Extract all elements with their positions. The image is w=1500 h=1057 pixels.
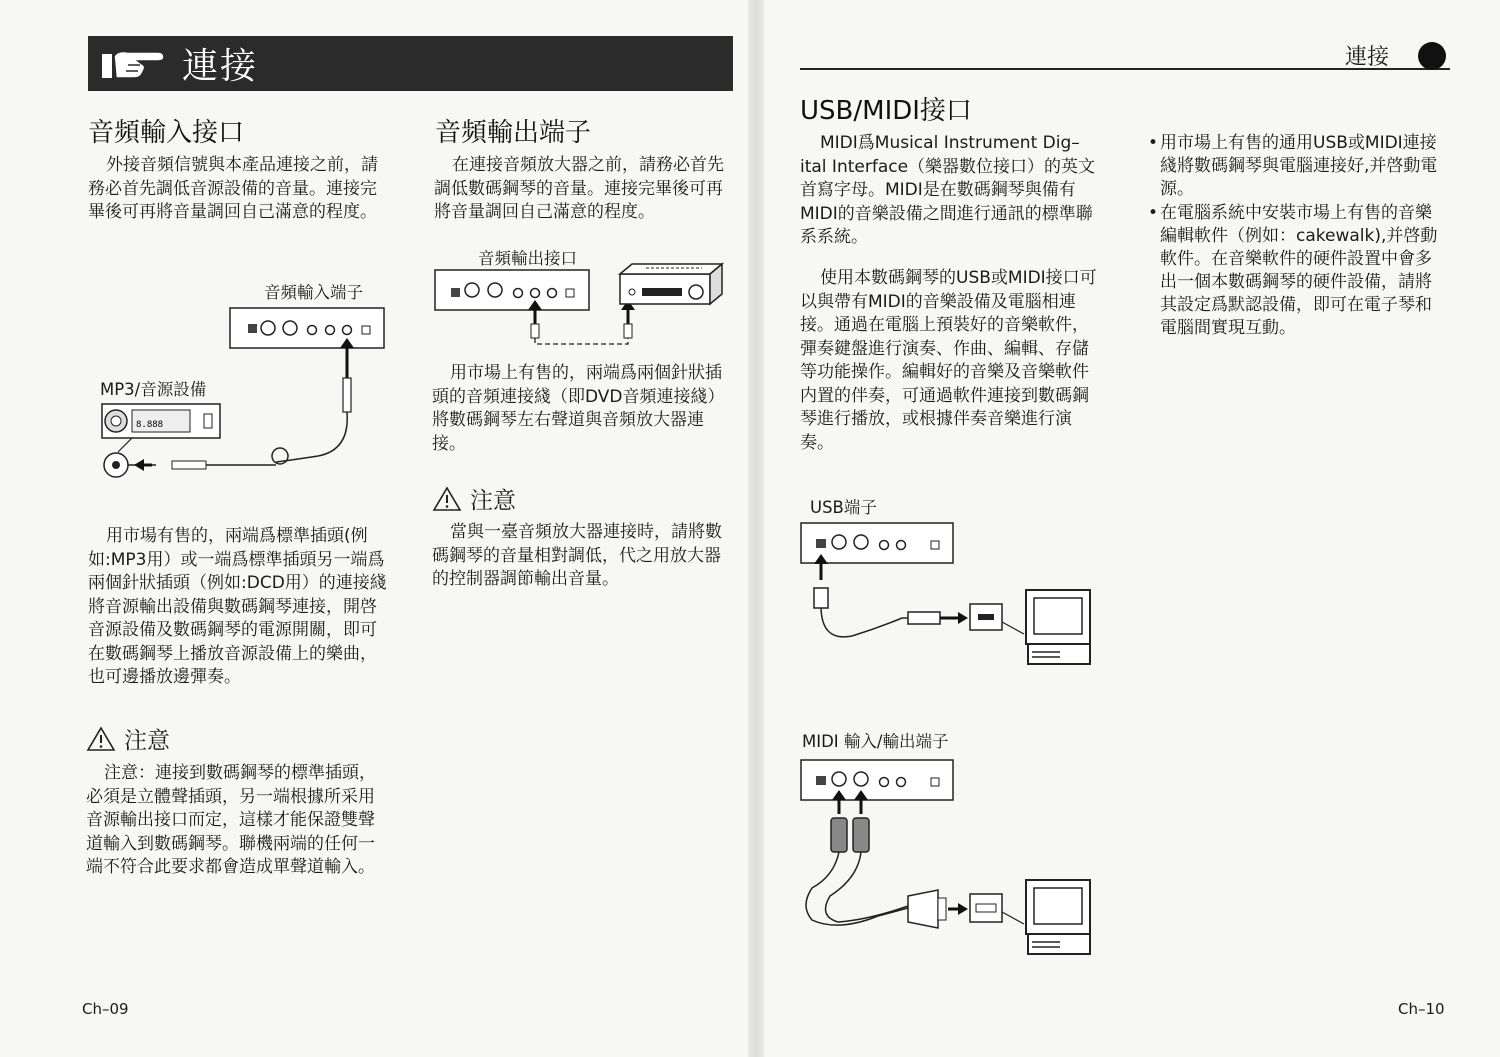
din-port-icon — [465, 283, 479, 297]
midi-connection-diagram — [798, 756, 1098, 961]
usb-port-icon — [816, 776, 826, 785]
midi-plug-icon — [853, 818, 869, 852]
usb-connection-diagram — [798, 518, 1098, 668]
computer-base-icon — [1028, 644, 1090, 664]
plug-icon — [343, 378, 351, 412]
midi-out-port-icon — [854, 772, 868, 786]
usb-midi-body: 使用本數碼鋼琴的USB或MIDI接口可以與帶有MIDI的音樂設備及電腦相連接。通過在電腦上預裝好的音樂軟件，彈奏鍵盤進行演奏、作曲、編輯、存儲等功能操作。編輯好的音樂及音樂軟件内置的伴奏，可通過軟件連接到數碼鋼琴進行播放，或根據伴奏音樂進行演奏。 — [800, 268, 1097, 453]
usb-midi-intro: MIDI爲Musical Instrument Dig–ital Interface（樂器數位接口）的英文首寫字母。MIDI是在數碼鋼琴與備有MIDI的音樂設備之間進行通訊的標準聯系系統。 — [800, 133, 1096, 247]
warning-icon — [432, 486, 462, 512]
jack-icon — [308, 326, 317, 335]
audio-input-heading: 音頻輸入接口 — [88, 118, 245, 148]
audio-input-body: 用市場有售的，兩端爲標準插頭(例如:MP3用）或一端爲標準插頭另一端爲兩個針狀插頭（例如:DCD用）的連接綫將音源輸出設備與數碼鋼琴連接，開啓音源設備及數碼鋼琴的電源開關，即可在數碼鋼琴上播放音源設備上的樂曲，也可邊播放邊彈奏。 — [88, 526, 387, 687]
usb-port-icon — [816, 539, 826, 548]
jack-icon — [880, 778, 889, 787]
jack-icon — [362, 326, 370, 334]
caution-title: 注意 — [124, 728, 170, 754]
jack-icon — [326, 326, 335, 335]
usb-midi-heading: USB/MIDI接口 — [800, 96, 972, 126]
din-port-icon — [488, 283, 502, 297]
audio-output-caution — [432, 482, 516, 515]
audio-output-heading: 音頻輸出端子 — [435, 118, 592, 148]
pointing-hand-icon — [98, 42, 168, 86]
chapter-title: 連接 — [182, 46, 259, 87]
jack-icon — [451, 288, 460, 297]
header-dot-icon — [1418, 42, 1446, 70]
list-item: • 在電腦系統中安裝市場上有售的音樂編輯軟件（例如：cakewalk),并啓動軟件。在音樂軟件的硬件設置中會多出一個本數碼鋼琴的硬件設備，請將其設定爲默認設備，即可在電子琴和電腦間實現互動。 — [1148, 202, 1448, 340]
audio-output-port-label: 音頻輸出接口 — [478, 249, 577, 268]
audio-output-diagram — [432, 262, 732, 352]
midi-usb-adapter-icon — [908, 890, 938, 928]
din-port-icon — [283, 321, 297, 335]
jack-icon — [880, 541, 889, 550]
mp3-display-text: 8.888 — [136, 420, 164, 430]
usb-plug-icon — [814, 588, 828, 608]
jack-icon — [897, 541, 906, 550]
computer-base-icon — [1028, 934, 1090, 954]
jack-icon — [248, 324, 257, 333]
caution-title: 注意 — [470, 488, 516, 514]
audio-input-caution — [86, 722, 170, 755]
midi-in-port-icon — [832, 772, 846, 786]
book-gutter — [748, 0, 764, 1057]
jack-icon — [343, 326, 352, 335]
jack-icon — [566, 289, 574, 297]
list-item: • 用市場上有售的通用USB或MIDI連接綫將數碼鋼琴與電腦連接好,并啓動電源。 — [1148, 132, 1448, 201]
din-port-icon — [832, 535, 846, 549]
audio-input-port-label: 音頻輸入端子 — [264, 283, 363, 302]
midi-port-label: MIDI 輸入/輸出端子 — [802, 732, 949, 751]
din-port-icon — [854, 535, 868, 549]
mp3-device-label: MP3/音源設備 — [100, 380, 207, 399]
midi-plug-icon — [831, 818, 847, 852]
audio-input-intro: 外接音頻信號與本產品連接之前，請務必首先調低音源設備的音量。連接完畢後可再將音量調回自己滿意的程度。 — [88, 155, 378, 222]
jack-icon — [931, 541, 939, 549]
audio-input-caution-text: 注意：連接到數碼鋼琴的標準插頭，必須是立體聲插頭，另一端根據所采用音源輸出接口而定，這樣才能保證雙聲道輸入到數碼鋼琴。聯機兩端的任何一端不符合此要求都會造成單聲道輸入。 — [86, 763, 376, 877]
page-number-left: Ch–09 — [82, 1000, 129, 1018]
din-port-icon — [261, 321, 275, 335]
chapter-banner — [88, 36, 733, 91]
page-number-right: Ch–10 — [1398, 1000, 1445, 1018]
header-title: 連接 — [1345, 45, 1390, 70]
jack-icon — [531, 289, 540, 298]
usb-plug-icon — [908, 612, 940, 624]
jack-icon — [931, 778, 939, 786]
usb-midi-steps — [1148, 132, 1448, 341]
audio-input-diagram — [96, 300, 396, 480]
audio-output-caution-text: 當與一臺音頻放大器連接時，請將數碼鋼琴的音量相對調低，代之用放大器的控制器調節輸出音量。 — [432, 522, 722, 589]
jack-icon — [514, 289, 523, 298]
usb-port-label: USB端子 — [810, 498, 877, 517]
audio-output-intro: 在連接音頻放大器之前，請務必首先調低數碼鋼琴的音量。連接完畢後可再將音量調回自己滿意的程度。 — [434, 155, 724, 222]
warning-icon — [86, 726, 116, 752]
jack-icon — [548, 289, 557, 298]
jack-icon — [897, 778, 906, 787]
audio-output-body: 用市場上有售的，兩端爲兩個針狀插頭的音頻連接綫（即DVD音頻連接綫）將數碼鋼琴左右聲道與音頻放大器連接。 — [432, 363, 725, 454]
